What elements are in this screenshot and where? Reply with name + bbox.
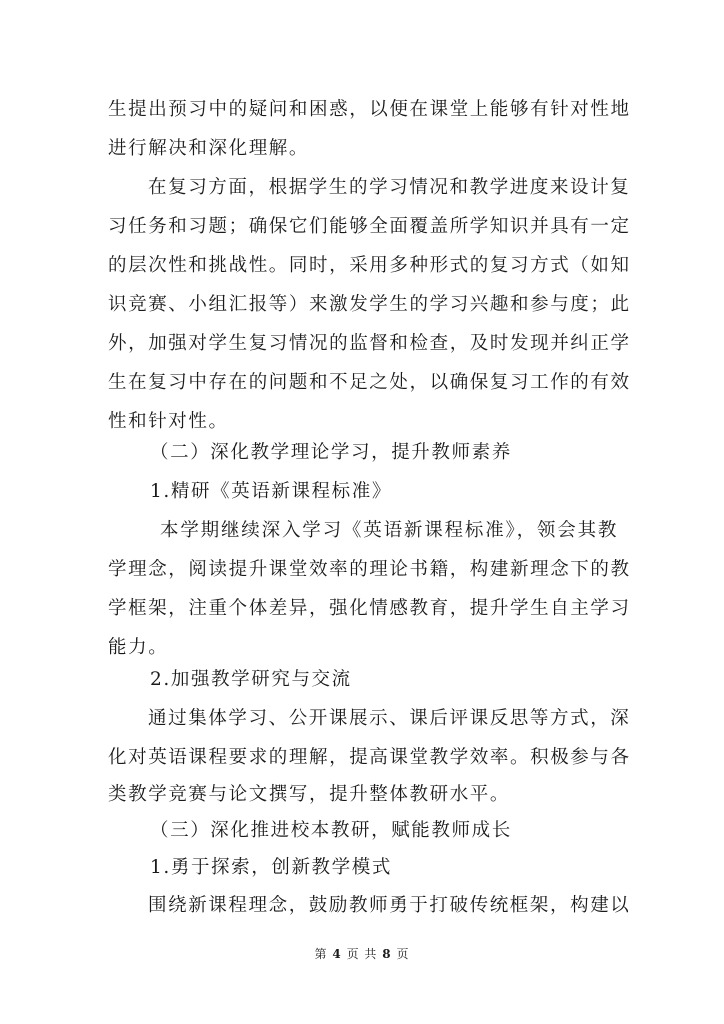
section-heading: （二）深化教学理论学习，提升教师素养 [150,442,512,463]
body-line: 外，加强对学生复习情况的监督和检查，及时发现并纠正学 [108,333,631,354]
body-line: 化对英语课程要求的理解，提高课堂教学效率。积极参与各 [108,747,631,768]
body-line: 识竞赛、小组汇报等）来激发学生的学习兴趣和参与度；此 [108,294,631,315]
footer-page-number: 4 [332,947,342,961]
subsection-heading: 2.加强教学研究与交流 [150,669,352,690]
footer-total-pages: 8 [382,947,392,961]
subsection-heading: 1.勇于探索，创新教学模式 [150,857,392,878]
footer-prefix: 第 [314,947,328,961]
body-line: 本学期继续深入学习《英语新课程标准》，领会其教 [160,520,618,541]
body-line: 围绕新课程理念，鼓励教师勇于打破传统框架，构建以 [148,895,631,916]
body-line: 学框架，注重个体差异，强化情感教育，提升学生自主学习 [108,598,631,619]
body-line: 学理念，阅读提升课堂效率的理论书籍，构建新理念下的教 [108,559,631,580]
body-line: 习任务和习题；确保它们能够全面覆盖所学知识并具有一定 [108,216,631,237]
body-line: 通过集体学习、公开课展示、课后评课反思等方式，深 [148,708,631,729]
page-footer [0,946,724,962]
body-line: 的层次性和挑战性。同时，采用多种形式的复习方式（如知 [108,255,631,276]
body-line: 能力。 [108,637,169,658]
body-line: 类教学竞赛与论文撰写，提升整体教研水平。 [108,784,511,805]
body-line: 生在复习中存在的问题和不足之处，以确保复习工作的有效 [108,372,631,393]
section-heading: （三）深化推进校本教研，赋能教师成长 [150,820,512,841]
footer-mid1: 页 [346,947,360,961]
subsection-heading: 1.精研《英语新课程标准》 [150,481,392,502]
body-line: 性和针对性。 [108,411,229,432]
footer-suffix: 页 [396,947,410,961]
body-line: 在复习方面，根据学生的学习情况和教学进度来设计复 [148,177,631,198]
footer-mid2: 共 [364,947,378,961]
body-line: 生提出预习中的疑问和困惑，以便在课堂上能够有针对性地 [108,99,631,120]
body-line: 进行解决和深化理解。 [108,138,310,159]
